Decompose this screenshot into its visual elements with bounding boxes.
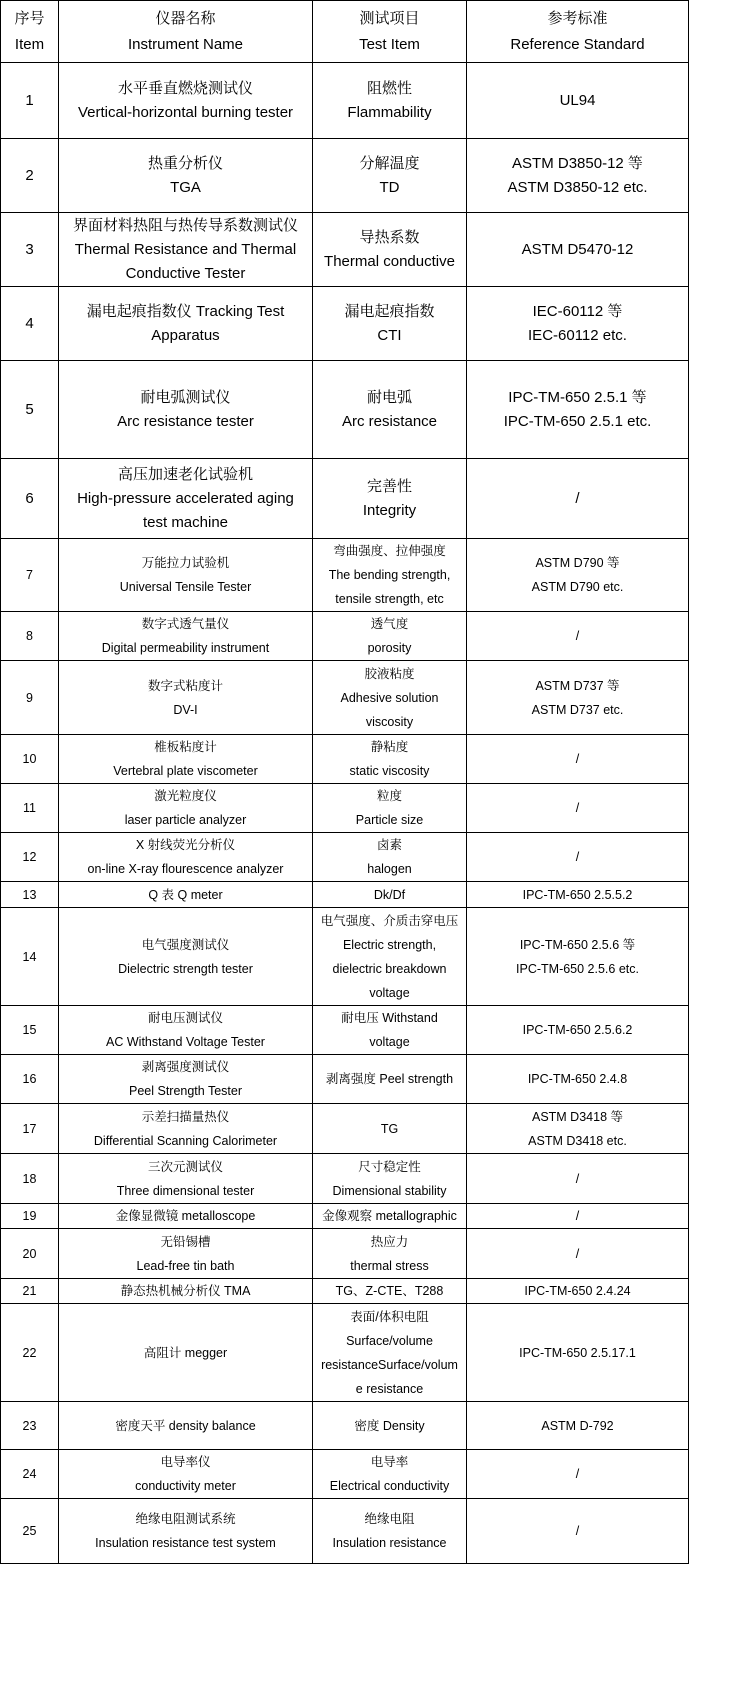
table-row — [1, 1006, 689, 1055]
test-item-line: 分解温度 — [359, 154, 420, 172]
reference-standard-line: IEC-60112 等 — [532, 302, 623, 320]
instrument-name-line: Insulation resistance test system — [95, 1536, 276, 1550]
reference-standard-cell — [467, 784, 689, 833]
table-row — [1, 1402, 689, 1450]
test-item-cell — [313, 539, 467, 612]
item-number: 16 — [22, 1072, 37, 1086]
test-item-cell — [313, 908, 467, 1006]
test-item-cell — [313, 1154, 467, 1204]
test-item-cell — [313, 882, 467, 908]
reference-standard-line: IPC-TM-650 2.5.17.1 — [519, 1345, 636, 1360]
reference-standard-cell — [467, 1402, 689, 1450]
instrument-name-line: 激光粒度仪 — [154, 789, 217, 803]
reference-standard-cell — [467, 882, 689, 908]
header-test-en: Test Item — [359, 35, 420, 53]
reference-standard-line: IPC-TM-650 2.5.1 等 — [508, 388, 647, 406]
test-item-cell — [313, 1229, 467, 1279]
instrument-name-cell — [59, 1279, 313, 1304]
item-number: 14 — [22, 949, 37, 964]
item-number: 5 — [25, 400, 34, 418]
test-item-cell — [313, 1279, 467, 1304]
item-number: 22 — [22, 1345, 37, 1360]
header-item-en: Item — [14, 35, 45, 53]
instrument-name-line: DV-I — [173, 702, 198, 717]
reference-standard-cell — [467, 139, 689, 213]
item-number-cell — [1, 1154, 59, 1204]
test-item-line: 剥离强度 Peel strength — [325, 1072, 454, 1086]
instrument-name-line: 界面材料热阻与热传导系数测试仪 — [72, 216, 298, 234]
item-number: 20 — [22, 1246, 37, 1261]
test-item-line: dielectric breakdown — [332, 961, 447, 976]
header-name-en: Instrument Name — [127, 35, 244, 53]
test-item-line: TG、Z-CTE、T288 — [335, 1284, 444, 1298]
item-number-cell — [1, 1006, 59, 1055]
table-row — [1, 612, 689, 661]
item-number: 9 — [26, 690, 33, 705]
item-number-cell — [1, 612, 59, 661]
instrument-name-line: Universal Tensile Tester — [119, 580, 252, 594]
instrument-name-cell — [59, 612, 313, 661]
instrument-name-cell — [59, 784, 313, 833]
reference-standard-line: IEC-60112 etc. — [528, 326, 627, 344]
test-item-line: 静粘度 — [370, 740, 409, 754]
header-std-zh: 参考标准 — [547, 9, 608, 27]
instrument-name-line: Digital permeability instrument — [101, 641, 270, 655]
instrument-name-cell — [59, 1499, 313, 1564]
test-item-line: 阻燃性 — [366, 79, 412, 97]
item-number-cell — [1, 1055, 59, 1104]
test-item-line: Dk/Df — [373, 887, 406, 902]
test-item-line: halogen — [367, 862, 412, 876]
reference-standard-cell — [467, 908, 689, 1006]
item-number-cell — [1, 1304, 59, 1402]
item-number: 4 — [25, 314, 34, 332]
item-number: 2 — [25, 166, 34, 184]
instrument-name-cell — [59, 1204, 313, 1229]
table-row — [1, 735, 689, 784]
instrument-name-cell — [59, 1006, 313, 1055]
instrument-table-body — [1, 1, 689, 1564]
instrument-name-line: 万能拉力试验机 — [141, 556, 230, 570]
table-row — [1, 833, 689, 882]
test-item-line: Electric strength, — [342, 937, 437, 952]
table-row — [1, 539, 689, 612]
reference-standard-cell — [467, 361, 689, 459]
reference-standard-line: IPC-TM-650 2.5.6.2 — [522, 1023, 633, 1037]
item-number-cell — [1, 63, 59, 139]
reference-standard-line: ASTM D3418 etc. — [528, 1133, 627, 1148]
reference-standard-line: IPC-TM-650 2.5.1 etc. — [503, 412, 652, 430]
item-number-cell — [1, 1229, 59, 1279]
reference-standard-line: / — [575, 850, 580, 864]
test-item-line: 金像观察 metallographic — [322, 1209, 457, 1223]
item-number-cell — [1, 1204, 59, 1229]
item-number-cell — [1, 213, 59, 287]
item-number: 17 — [22, 1121, 37, 1136]
instrument-name-line: 电气强度测试仪 — [141, 937, 230, 952]
reference-standard-cell — [467, 1450, 689, 1499]
reference-standard-cell — [467, 459, 689, 539]
item-number-cell — [1, 735, 59, 784]
item-number-cell — [1, 882, 59, 908]
test-item-line: Surface/volume — [346, 1333, 433, 1348]
table-row — [1, 882, 689, 908]
instrument-name-cell — [59, 459, 313, 539]
test-item-cell — [313, 1304, 467, 1402]
header-name-zh: 仪器名称 — [155, 9, 216, 27]
reference-standard-cell — [467, 1229, 689, 1279]
test-item-line: viscosity — [365, 714, 414, 729]
test-item-line: static viscosity — [349, 764, 430, 778]
item-number: 3 — [25, 240, 34, 258]
test-item-line: The bending strength, — [328, 568, 451, 582]
test-item-cell — [313, 784, 467, 833]
instrument-name-cell — [59, 361, 313, 459]
test-item-cell — [313, 361, 467, 459]
instrument-name-line: 静态热机械分析仪 TMA — [120, 1284, 251, 1298]
reference-standard-cell — [467, 1304, 689, 1402]
reference-standard-cell — [467, 1006, 689, 1055]
instrument-name-line: Vertical-horizontal burning tester — [77, 103, 294, 121]
item-number-cell — [1, 1104, 59, 1154]
item-number: 12 — [22, 850, 37, 864]
header-instrument-name — [59, 1, 313, 63]
reference-standard-line: / — [575, 489, 580, 507]
item-number: 8 — [26, 629, 33, 643]
instrument-name-line: Peel Strength Tester — [128, 1084, 243, 1098]
test-item-line: 绝缘电阻 — [364, 1512, 415, 1526]
test-item-line: 完善性 — [366, 477, 412, 495]
reference-standard-cell — [467, 1499, 689, 1564]
reference-standard-cell — [467, 1154, 689, 1204]
instrument-name-line: 绝缘电阻测试系统 — [135, 1512, 236, 1526]
test-item-line: 导热系数 — [359, 228, 420, 246]
table-row — [1, 1304, 689, 1402]
reference-standard-cell — [467, 1055, 689, 1104]
instrument-name-cell — [59, 539, 313, 612]
item-number-cell — [1, 1499, 59, 1564]
instrument-name-line: test machine — [142, 513, 229, 531]
test-item-line: CTI — [377, 326, 402, 344]
reference-standard-line: / — [575, 1467, 580, 1481]
instrument-name-line: 剥离强度测试仪 — [141, 1060, 230, 1074]
reference-standard-line: IPC-TM-650 2.5.5.2 — [522, 887, 633, 902]
reference-standard-cell — [467, 1279, 689, 1304]
test-item-line: 尺寸稳定性 — [358, 1159, 421, 1174]
reference-standard-line: ASTM D790 etc. — [531, 580, 624, 594]
instrument-name-cell — [59, 1450, 313, 1499]
instrument-name-line: Three dimensional tester — [116, 1183, 255, 1198]
test-item-cell — [313, 833, 467, 882]
table-row — [1, 1229, 689, 1279]
instrument-name-line: conductivity meter — [135, 1479, 236, 1493]
test-item-line: e resistance — [355, 1381, 424, 1396]
test-item-line: porosity — [367, 641, 412, 655]
instrument-name-line: 无铅锡槽 — [160, 1234, 211, 1249]
test-item-cell — [313, 1055, 467, 1104]
test-item-line: 热应力 — [370, 1234, 409, 1249]
reference-standard-cell — [467, 1104, 689, 1154]
test-item-line: Flammability — [347, 103, 432, 121]
reference-standard-cell — [467, 287, 689, 361]
reference-standard-cell — [467, 539, 689, 612]
test-item-cell — [313, 213, 467, 287]
instrument-name-cell — [59, 833, 313, 882]
reference-standard-cell — [467, 1204, 689, 1229]
instrument-name-cell — [59, 735, 313, 784]
reference-standard-line: IPC-TM-650 2.4.8 — [527, 1072, 628, 1086]
test-item-cell — [313, 661, 467, 735]
instrument-name-line: 示差扫描量热仪 — [141, 1109, 230, 1124]
item-number: 19 — [22, 1209, 37, 1223]
header-test-zh: 测试项目 — [359, 9, 420, 27]
instrument-name-line: 高阻计 megger — [143, 1345, 228, 1360]
item-number: 24 — [22, 1467, 37, 1481]
table-row — [1, 63, 689, 139]
reference-standard-line: / — [575, 629, 580, 643]
reference-standard-line: UL94 — [559, 91, 596, 109]
table-row — [1, 1204, 689, 1229]
test-item-line: tensile strength, etc — [335, 592, 444, 606]
table-header-row — [1, 1, 689, 63]
instrument-name-line: 漏电起痕指数仪 Tracking Test — [86, 302, 285, 320]
instrument-name-line: 椎板粘度计 — [154, 740, 217, 754]
test-item-cell — [313, 1104, 467, 1154]
instrument-name-line: Arc resistance tester — [117, 412, 254, 430]
test-item-line: thermal stress — [350, 1258, 429, 1273]
test-item-line: Particle size — [355, 813, 424, 827]
test-item-line: 弯曲强度、拉伸强度 — [333, 544, 446, 558]
test-item-cell — [313, 287, 467, 361]
reference-standard-line: / — [575, 752, 580, 766]
instrument-name-line: Differential Scanning Calorimeter — [93, 1133, 278, 1148]
instrument-name-cell — [59, 1402, 313, 1450]
instrument-name-line: Apparatus — [151, 326, 220, 344]
reference-standard-line: / — [575, 1246, 580, 1261]
test-item-line: 粒度 — [376, 789, 402, 803]
item-number-cell — [1, 1450, 59, 1499]
test-item-line: Electrical conductivity — [329, 1479, 450, 1493]
table-row — [1, 361, 689, 459]
item-number: 6 — [25, 489, 34, 507]
header-test-item — [313, 1, 467, 63]
item-number-cell — [1, 784, 59, 833]
instrument-name-line: Q 表 Q meter — [148, 887, 223, 902]
instrument-name-line: TGA — [170, 178, 201, 196]
test-item-line: voltage — [369, 985, 410, 1000]
test-item-line: 卤素 — [376, 838, 402, 852]
instrument-name-line: AC Withstand Voltage Tester — [106, 1035, 265, 1049]
item-number: 1 — [25, 91, 34, 109]
test-item-line: resistanceSurface/volum — [321, 1357, 458, 1372]
instrument-name-cell — [59, 1154, 313, 1204]
test-item-line: 密度 Density — [354, 1418, 425, 1433]
reference-standard-line: / — [575, 1171, 580, 1186]
reference-standard-line: ASTM D3850-12 等 — [512, 154, 643, 172]
instrument-name-line: 密度天平 density balance — [115, 1418, 256, 1433]
instrument-name-line: 金像显微镜 metalloscope — [115, 1209, 256, 1223]
test-item-line: Arc resistance — [341, 412, 438, 430]
table-row — [1, 139, 689, 213]
item-number: 18 — [22, 1171, 37, 1186]
header-item — [1, 1, 59, 63]
test-item-line: 耐电压 Withstand — [341, 1011, 438, 1025]
instrument-name-line: 数字式粘度计 — [147, 678, 223, 693]
instrument-name-line: Dielectric strength tester — [118, 961, 253, 976]
test-item-line: TG — [380, 1121, 399, 1136]
table-row — [1, 287, 689, 361]
instrument-name-line: Vertebral plate viscometer — [113, 764, 258, 778]
instrument-name-line: 耐电弧测试仪 — [140, 388, 231, 406]
item-number: 13 — [22, 887, 37, 902]
instrument-name-cell — [59, 1055, 313, 1104]
instrument-name-cell — [59, 1229, 313, 1279]
test-item-line: voltage — [369, 1035, 410, 1049]
instrument-name-cell — [59, 661, 313, 735]
instrument-name-line: Lead-free tin bath — [136, 1258, 235, 1273]
reference-standard-line: IPC-TM-650 2.5.6 etc. — [516, 961, 639, 976]
reference-standard-line: ASTM D790 等 — [535, 556, 620, 570]
test-item-line: TD — [379, 178, 400, 196]
item-number: 23 — [22, 1418, 37, 1433]
instrument-name-cell — [59, 908, 313, 1006]
instrument-name-line: 耐电压测试仪 — [147, 1011, 223, 1025]
test-item-line: 胶液粘度 — [364, 666, 415, 681]
test-item-line: Adhesive solution — [340, 690, 439, 705]
test-item-line: 电导率 — [370, 1455, 409, 1469]
table-row — [1, 1279, 689, 1304]
instrument-name-line: 热重分析仪 — [147, 154, 223, 172]
table-row — [1, 908, 689, 1006]
table-row — [1, 1499, 689, 1564]
reference-standard-cell — [467, 612, 689, 661]
instrument-name-line: High-pressure accelerated aging — [77, 489, 294, 507]
item-number-cell — [1, 459, 59, 539]
item-number-cell — [1, 908, 59, 1006]
instrument-name-cell — [59, 63, 313, 139]
reference-standard-line: ASTM D737 等 — [535, 678, 620, 693]
test-item-line: 漏电起痕指数 — [344, 302, 435, 320]
item-number: 7 — [26, 568, 33, 582]
reference-standard-line: ASTM D737 etc. — [531, 702, 624, 717]
reference-standard-cell — [467, 63, 689, 139]
test-item-line: 透气度 — [370, 617, 409, 631]
reference-standard-line: ASTM D-792 — [541, 1418, 614, 1433]
instrument-name-line: 水平垂直燃烧测试仪 — [117, 79, 253, 97]
test-item-cell — [313, 1450, 467, 1499]
item-number: 25 — [22, 1524, 37, 1538]
reference-standard-cell — [467, 735, 689, 784]
item-number-cell — [1, 287, 59, 361]
reference-standard-line: / — [575, 1524, 580, 1538]
table-row — [1, 1154, 689, 1204]
reference-standard-line: ASTM D5470-12 — [521, 240, 634, 258]
test-item-line: 电气强度、介质击穿电压 — [320, 913, 459, 928]
test-item-cell — [313, 1402, 467, 1450]
instrument-name-cell — [59, 882, 313, 908]
test-item-cell — [313, 1204, 467, 1229]
reference-standard-line: IPC-TM-650 2.5.6 等 — [519, 937, 636, 952]
item-number-cell — [1, 139, 59, 213]
instrument-name-line: laser particle analyzer — [124, 813, 247, 827]
reference-standard-line: ASTM D3418 等 — [531, 1109, 623, 1124]
instrument-name-cell — [59, 1304, 313, 1402]
test-item-cell — [313, 139, 467, 213]
instrument-name-cell — [59, 139, 313, 213]
instrument-name-cell — [59, 287, 313, 361]
item-number-cell — [1, 539, 59, 612]
table-row — [1, 213, 689, 287]
instrument-name-cell — [59, 213, 313, 287]
table-row — [1, 1055, 689, 1104]
instrument-name-line: 数字式透气量仪 — [141, 617, 230, 631]
item-number-cell — [1, 1279, 59, 1304]
instrument-name-line: on-line X-ray flourescence analyzer — [87, 862, 284, 876]
test-item-line: 耐电弧 — [366, 388, 412, 406]
reference-standard-line: ASTM D3850-12 etc. — [507, 178, 648, 196]
instrument-name-line: 高压加速老化试验机 — [117, 465, 253, 483]
table-row — [1, 784, 689, 833]
header-std-en: Reference Standard — [510, 35, 645, 53]
instrument-name-line: Conductive Tester — [125, 264, 246, 282]
reference-standard-cell — [467, 833, 689, 882]
table-row — [1, 1104, 689, 1154]
item-number: 10 — [22, 752, 37, 766]
instrument-name-line: 三次元测试仪 — [147, 1159, 223, 1174]
reference-standard-line: / — [575, 1209, 580, 1223]
test-item-cell — [313, 735, 467, 784]
item-number-cell — [1, 661, 59, 735]
item-number-cell — [1, 361, 59, 459]
table-row — [1, 1450, 689, 1499]
reference-standard-cell — [467, 661, 689, 735]
test-item-cell — [313, 1006, 467, 1055]
reference-standard-line: IPC-TM-650 2.4.24 — [524, 1284, 631, 1298]
table-row — [1, 459, 689, 539]
item-number-cell — [1, 833, 59, 882]
test-item-line: Dimensional stability — [332, 1183, 447, 1198]
instrument-name-line: X 射线荧光分析仪 — [135, 838, 236, 852]
item-number: 21 — [22, 1284, 37, 1298]
test-item-line: 表面/体积电阻 — [350, 1309, 429, 1324]
reference-standard-line: / — [575, 801, 580, 815]
item-number: 15 — [22, 1023, 37, 1037]
test-item-line: Integrity — [362, 501, 417, 519]
test-item-cell — [313, 459, 467, 539]
reference-standard-cell — [467, 213, 689, 287]
item-number: 11 — [23, 801, 36, 815]
table-row — [1, 661, 689, 735]
instrument-name-line: Thermal Resistance and Thermal — [74, 240, 297, 258]
instrument-name-line: 电导率仪 — [160, 1455, 211, 1469]
instrument-name-cell — [59, 1104, 313, 1154]
test-item-line: Thermal conductive — [324, 252, 455, 270]
item-number-cell — [1, 1402, 59, 1450]
test-item-cell — [313, 612, 467, 661]
test-item-cell — [313, 63, 467, 139]
header-item-zh: 序号 — [14, 9, 45, 27]
test-item-cell — [313, 1499, 467, 1564]
test-item-line: Insulation resistance — [332, 1536, 447, 1550]
header-reference-standard — [467, 1, 689, 63]
